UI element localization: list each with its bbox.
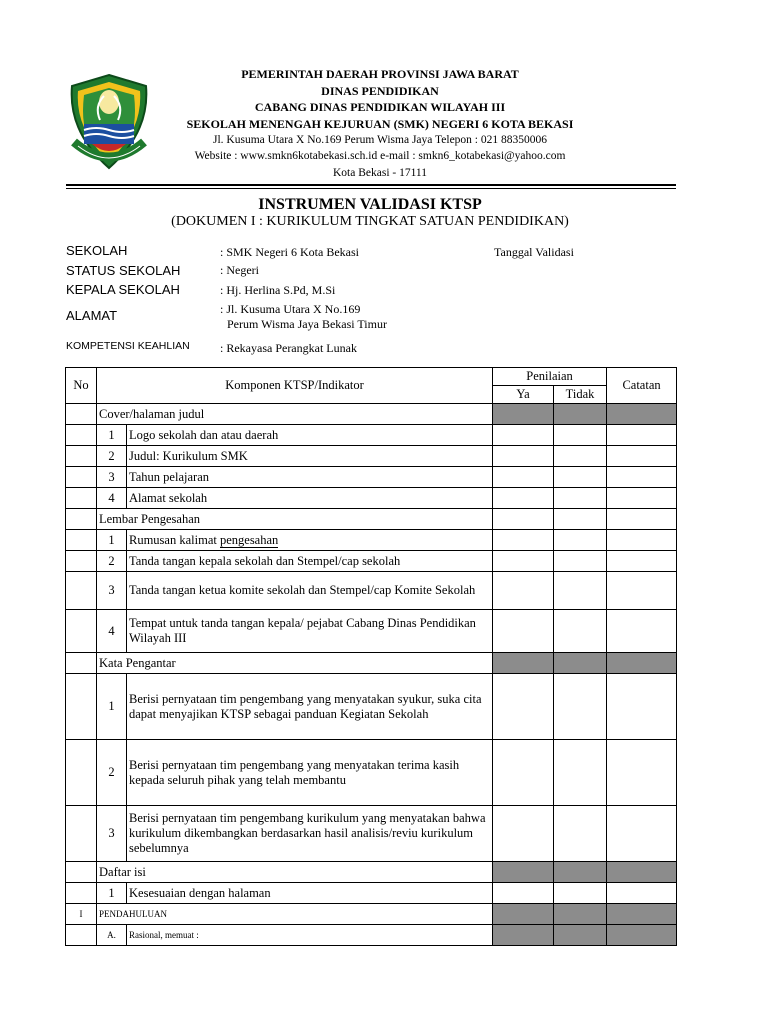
no-cell[interactable]: [554, 488, 607, 509]
header-divider-thick: [66, 184, 676, 186]
item-number: 3: [97, 806, 127, 862]
no-cell[interactable]: [554, 425, 607, 446]
col-header-assessment: Penilaian: [493, 368, 607, 386]
no-cell[interactable]: [554, 610, 607, 653]
table-row: [66, 446, 677, 467]
table-row: [66, 530, 677, 551]
notes-cell[interactable]: [607, 467, 677, 488]
col-header-yes: Ya: [493, 386, 554, 404]
section-row: [66, 509, 677, 530]
address-value-line2: Perum Wisma Jaya Bekasi Timur: [227, 317, 387, 331]
section-number: I: [66, 904, 97, 925]
section-title: Kata Pengantar: [97, 653, 493, 674]
table-row: [66, 883, 677, 904]
section-row: [66, 653, 677, 674]
notes-cell[interactable]: [607, 610, 677, 653]
item-text: Judul: Kurikulum SMK: [127, 446, 493, 467]
yes-cell[interactable]: [493, 551, 554, 572]
item-text: Tanda tangan kepala sekolah dan Stempel/cap sekolah: [127, 551, 493, 572]
item-number: A.: [97, 925, 127, 946]
item-text: [127, 530, 493, 551]
yes-cell[interactable]: [493, 572, 554, 610]
col-header-component: Komponen KTSP/Indikator: [97, 368, 493, 404]
item-number: 1: [97, 530, 127, 551]
item-number: 2: [97, 551, 127, 572]
validation-date-label: Tanggal Validasi: [494, 245, 574, 259]
no-cell[interactable]: [554, 530, 607, 551]
table-row: [66, 488, 677, 509]
item-text: Kesesuaian dengan halaman: [127, 883, 493, 904]
table-row: [66, 674, 677, 740]
school-value: : SMK Negeri 6 Kota Bekasi: [220, 245, 359, 259]
item-number: 4: [97, 610, 127, 653]
notes-cell[interactable]: [607, 425, 677, 446]
header-school: SEKOLAH MENENGAH KEJURUAN (SMK) NEGERI 6 KOTA BEKASI: [186, 117, 574, 131]
item-text-main: Rumusan kalimat: [129, 532, 220, 547]
header-divider-thin: [66, 188, 676, 189]
table-row: [66, 610, 677, 653]
item-text: Berisi pernyataan tim pengembang yang menyatakan syukur, suka cita dapat menyajikan KTSP sebagai panduan Kegiatan Sekolah: [127, 674, 493, 740]
no-cell[interactable]: [554, 572, 607, 610]
item-number: 1: [97, 883, 127, 904]
school-label: SEKOLAH: [66, 243, 128, 258]
status-value: : Negeri: [220, 263, 259, 277]
no-cell[interactable]: [554, 551, 607, 572]
yes-cell[interactable]: [493, 467, 554, 488]
item-text: Berisi pernyataan tim pengembang yang menyatakan terima kasih kepada seluruh pihak yang telah membantu: [127, 740, 493, 806]
notes-cell[interactable]: [607, 883, 677, 904]
yes-cell[interactable]: [493, 674, 554, 740]
notes-cell[interactable]: [607, 551, 677, 572]
notes-cell[interactable]: [607, 530, 677, 551]
item-text: Tahun pelajaran: [127, 467, 493, 488]
section-title: Cover/halaman judul: [97, 404, 493, 425]
yes-cell[interactable]: [493, 610, 554, 653]
notes-cell[interactable]: [607, 572, 677, 610]
principal-label: KEPALA SEKOLAH: [66, 282, 180, 297]
notes-cell[interactable]: [607, 740, 677, 806]
notes-cell[interactable]: [607, 446, 677, 467]
section-row: [66, 862, 677, 883]
competency-value: : Rekayasa Perangkat Lunak: [220, 341, 357, 355]
col-header-no-answer: Tidak: [554, 386, 607, 404]
header-government: PEMERINTAH DAERAH PROVINSI JAWA BARAT: [241, 67, 519, 81]
notes-cell[interactable]: [607, 806, 677, 862]
item-number: 1: [97, 674, 127, 740]
section-row: [66, 404, 677, 425]
header-city: Kota Bekasi - 17111: [332, 167, 427, 179]
col-header-no: No: [66, 368, 97, 404]
notes-cell[interactable]: [607, 674, 677, 740]
item-number: 2: [97, 446, 127, 467]
table-row: [66, 925, 677, 946]
principal-value: : Hj. Herlina S.Pd, M.Si: [220, 283, 336, 297]
item-text: Berisi pernyataan tim pengembang kurikulum yang menyatakan bahwa kurikulum dikembangkan berdasarkan hasil analisis/reviu kurikulum sebelumnya: [127, 806, 493, 862]
document-subtitle: (DOKUMEN I : KURIKULUM TINGKAT SATUAN PENDIDIKAN): [171, 214, 569, 229]
item-text: Alamat sekolah: [127, 488, 493, 509]
item-text: Tempat untuk tanda tangan kepala/ pejabat Cabang Dinas Pendidikan Wilayah III: [127, 610, 493, 653]
section-title: Daftar isi: [97, 862, 493, 883]
west-java-emblem-logo: [64, 72, 154, 172]
yes-cell[interactable]: [493, 806, 554, 862]
competency-label: KOMPETENSI KEAHLIAN: [66, 340, 190, 352]
item-number: 3: [97, 572, 127, 610]
item-text: Rasional, memuat :: [127, 925, 493, 946]
no-cell[interactable]: [554, 740, 607, 806]
yes-cell[interactable]: [493, 740, 554, 806]
item-number: 1: [97, 425, 127, 446]
validation-table: [65, 367, 677, 946]
item-number: 2: [97, 740, 127, 806]
item-text-underlined: pengesahan: [219, 532, 279, 547]
col-header-notes: Catatan: [607, 368, 677, 404]
table-row: [66, 467, 677, 488]
yes-cell[interactable]: [493, 425, 554, 446]
header-agency: DINAS PENDIDIKAN: [321, 84, 439, 98]
item-number: 4: [97, 488, 127, 509]
header-website: Website : www.smkn6kotabekasi.sch.id e-mail : smkn6_kotabekasi@yahoo.com: [194, 150, 566, 162]
section-row: [66, 904, 677, 925]
no-cell[interactable]: [554, 446, 607, 467]
no-cell[interactable]: [554, 674, 607, 740]
yes-cell[interactable]: [493, 530, 554, 551]
no-cell[interactable]: [554, 883, 607, 904]
table-row: [66, 551, 677, 572]
address-label: ALAMAT: [66, 308, 118, 323]
item-text: Tanda tangan ketua komite sekolah dan Stempel/cap Komite Sekolah: [127, 572, 493, 610]
section-title: PENDAHULUAN: [97, 904, 493, 925]
section-title: Lembar Pengesahan: [97, 509, 493, 530]
item-number: 3: [97, 467, 127, 488]
address-value-line1: : Jl. Kusuma Utara X No.169: [220, 302, 361, 316]
item-text: Logo sekolah dan atau daerah: [127, 425, 493, 446]
notes-cell[interactable]: [607, 488, 677, 509]
document-title: INSTRUMEN VALIDASI KTSP: [258, 196, 482, 213]
table-row: [66, 740, 677, 806]
header-branch: CABANG DINAS PENDIDIKAN WILAYAH III: [254, 100, 506, 114]
yes-cell[interactable]: [493, 488, 554, 509]
no-cell[interactable]: [554, 467, 607, 488]
table-row: [66, 806, 677, 862]
table-row: [66, 572, 677, 610]
header-address: Jl. Kusuma Utara X No.169 Perum Wisma Jaya Telepon : 021 88350006: [213, 134, 547, 146]
yes-cell[interactable]: [493, 883, 554, 904]
status-label: STATUS SEKOLAH: [66, 263, 181, 278]
yes-cell[interactable]: [493, 446, 554, 467]
table-row: [66, 425, 677, 446]
no-cell[interactable]: [554, 806, 607, 862]
